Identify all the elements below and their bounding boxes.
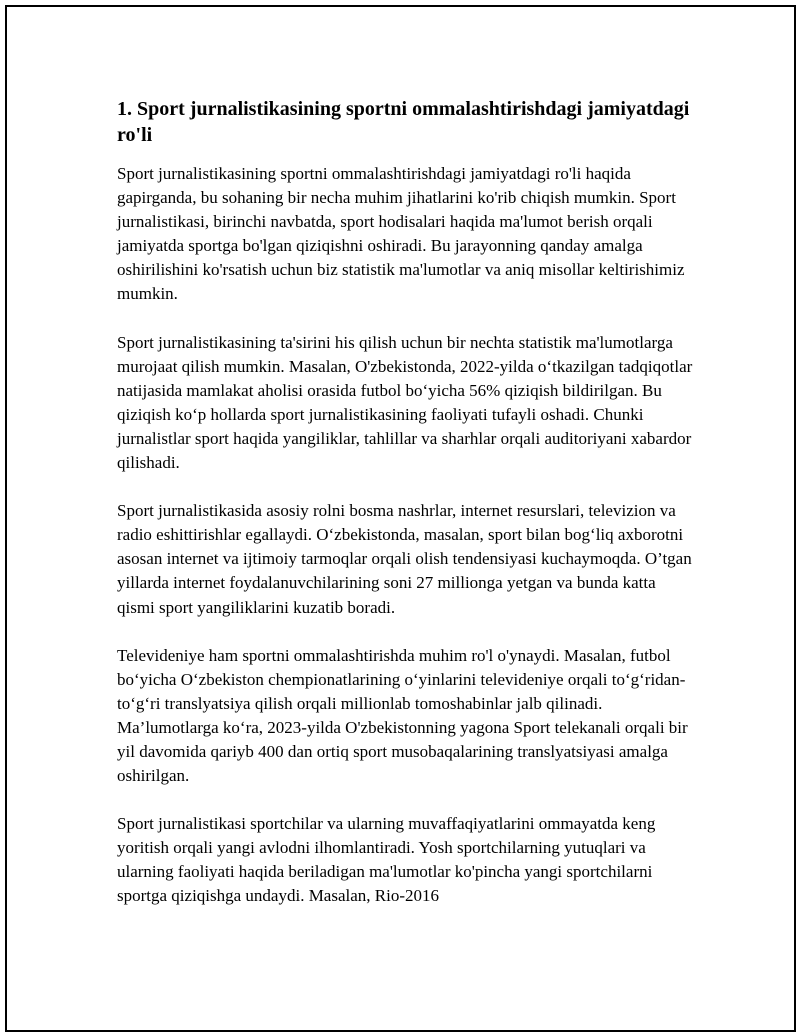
paragraph-3: Sport jurnalistikasida asosiy rolni bosma nashrlar, internet resurslari, televizion va radio eshittirishlar egallaydi. O‘zbekistonda, masalan, sport bilan bog‘liq axborotni asosan internet va ijtimoiy tarmoqlar orqali olish tendensiyasi kuchaymoqda. O’tgan yillarda internet foydalanuvchilarining soni 27 millionga yetgan va bunda katta qismi sport yangiliklarini kuzatib boradi. [117, 501, 692, 617]
paragraph-2: Sport jurnalistikasining ta'sirini his qilish uchun bir nechta statistik ma'lumotlarga murojaat qilish mumkin. Masalan, O'zbekistonda, 2022-yilda o‘tkazilgan tadqiqotlar natijasida mamlakat aholisi orasida futbol bo‘yicha 56% qiziqish bildirilgan. Bu qiziqish ko‘p hollarda sport jurnalistikasining faoliyati tufayli oshadi. Chunki jurnalistlar sport haqida yangiliklar, tahlillar va sharhlar orqali auditoriyani xabardor qilishadi. [117, 332, 693, 473]
paragraph-4: Televideniye ham sportni ommalashtirishda muhim ro'l o'ynaydi. Masalan, futbol bo‘yicha O‘zbekiston chempionatlarining o‘yinlarini televideniye orqali to‘g‘ridan-to‘g‘ri translyatsiya qilish orqali millionlab tomoshabinlar jalb qilinadi. Ma’lumotlarga ko‘ra, 2023-yilda O'zbekistonning yagona Sport telekanali orqali bir yil davomida qariyb 400 dan ortiq sport musobaqalarining translyatsiyasi amalga oshirilgan. [117, 645, 688, 786]
section-heading: 1. Sport jurnalistikasining sportni ommalashtirishdagi jamiyatdagi ro'li [117, 98, 690, 146]
paragraph-5: Sport jurnalistikasi sportchilar va ularning muvaffaqiyatlarini ommayatda keng yoritish orqali yangi avlodni ilhomlantiradi. Yosh sportchilarning yutuqlari va ularning faoliyati haqida beriladigan ma'lumotlar ko'pincha yangi sportchilarni sportga qiziqishga undaydi. Masalan, Rio-2016 [117, 814, 656, 906]
document-body [117, 96, 697, 933]
paragraph-1: Sport jurnalistikasining sportni ommalashtirishdagi jamiyatdagi ro'li haqida gapirganda, bu sohaning bir necha muhim jihatlarini ko'rib chiqish mumkin. Sport jurnalistikasi, birinchi navbatda, sport hodisalari haqida ma'lumot berish orqali jamiyatda sportga bo'lgan qiziqishni oshiradi. Bu jarayonning qanday amalga oshirilishini ko'rsatish uchun biz statistik ma'lumotlar va aniq misollar keltirishimiz mumkin. [117, 164, 685, 304]
